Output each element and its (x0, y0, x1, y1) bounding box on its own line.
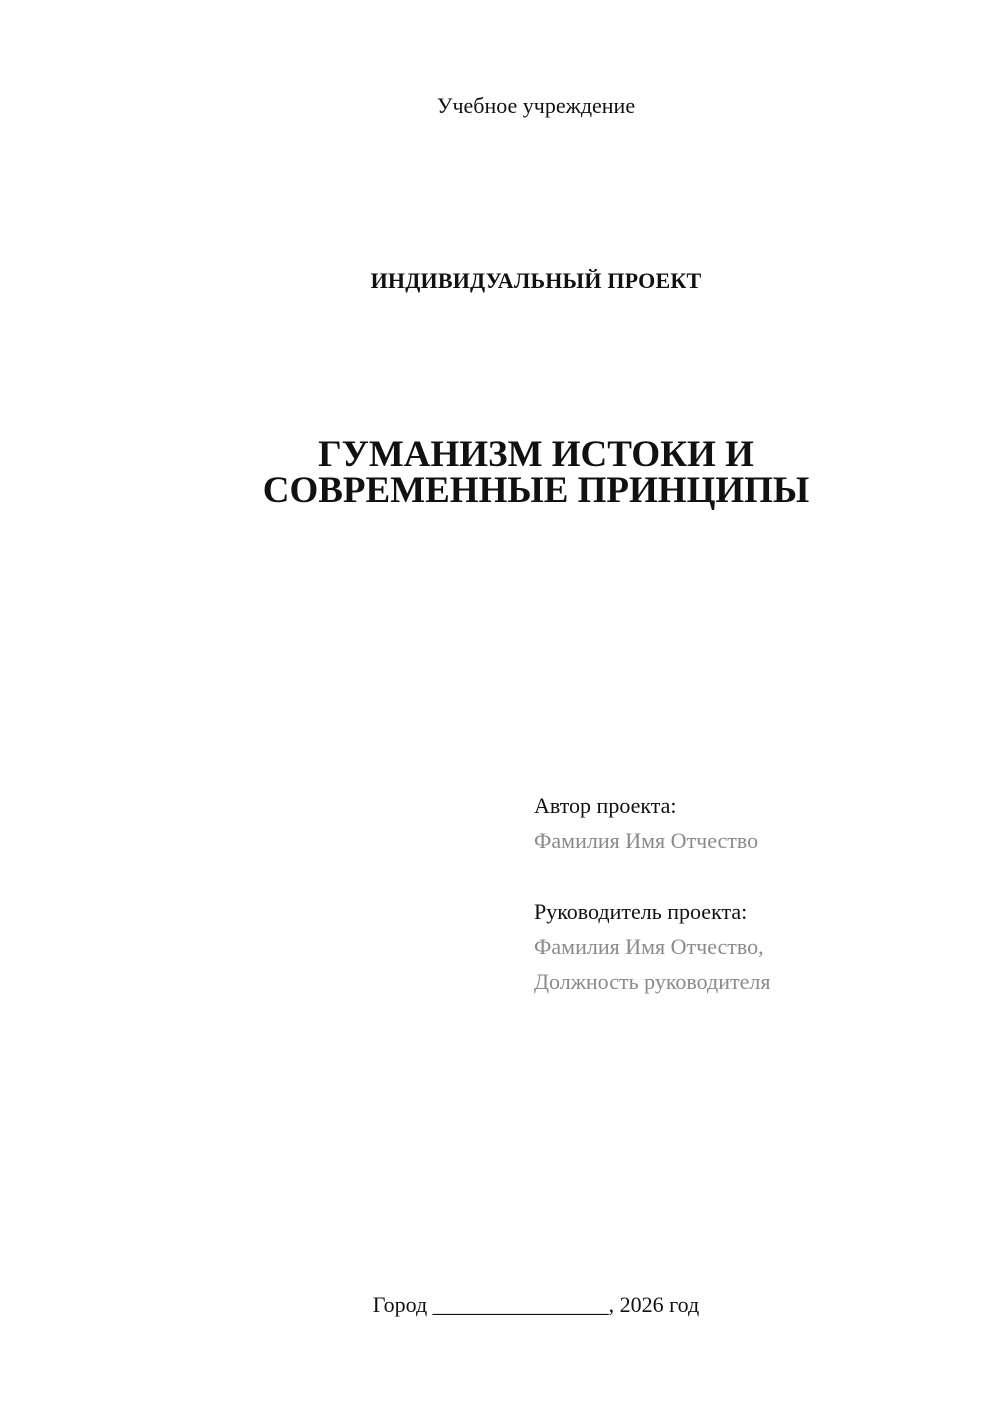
project-info-block (534, 788, 974, 999)
institution-name: Учебное учреждение (436, 93, 636, 118)
supervisor-position: Должность руководителя (534, 969, 771, 994)
author-label: Автор проекта: (534, 793, 677, 818)
project-title-line-1: ГУМАНИЗМ ИСТОКИ И (318, 434, 754, 475)
author-name: Фамилия Имя Отчество (534, 828, 759, 853)
supervisor-name: Фамилия Имя Отчество, (534, 934, 764, 959)
document-type: ИНДИВИДУАЛЬНЫЙ ПРОЕКТ (370, 268, 702, 293)
info-spacer (534, 858, 974, 894)
supervisor-label: Руководитель проекта: (534, 899, 748, 924)
city-year-line: Город ________________, 2026 год (372, 1292, 700, 1317)
project-title-line-2: СОВРЕМЕННЫЕ ПРИНЦИПЫ (262, 470, 810, 511)
project-title (0, 434, 1000, 511)
